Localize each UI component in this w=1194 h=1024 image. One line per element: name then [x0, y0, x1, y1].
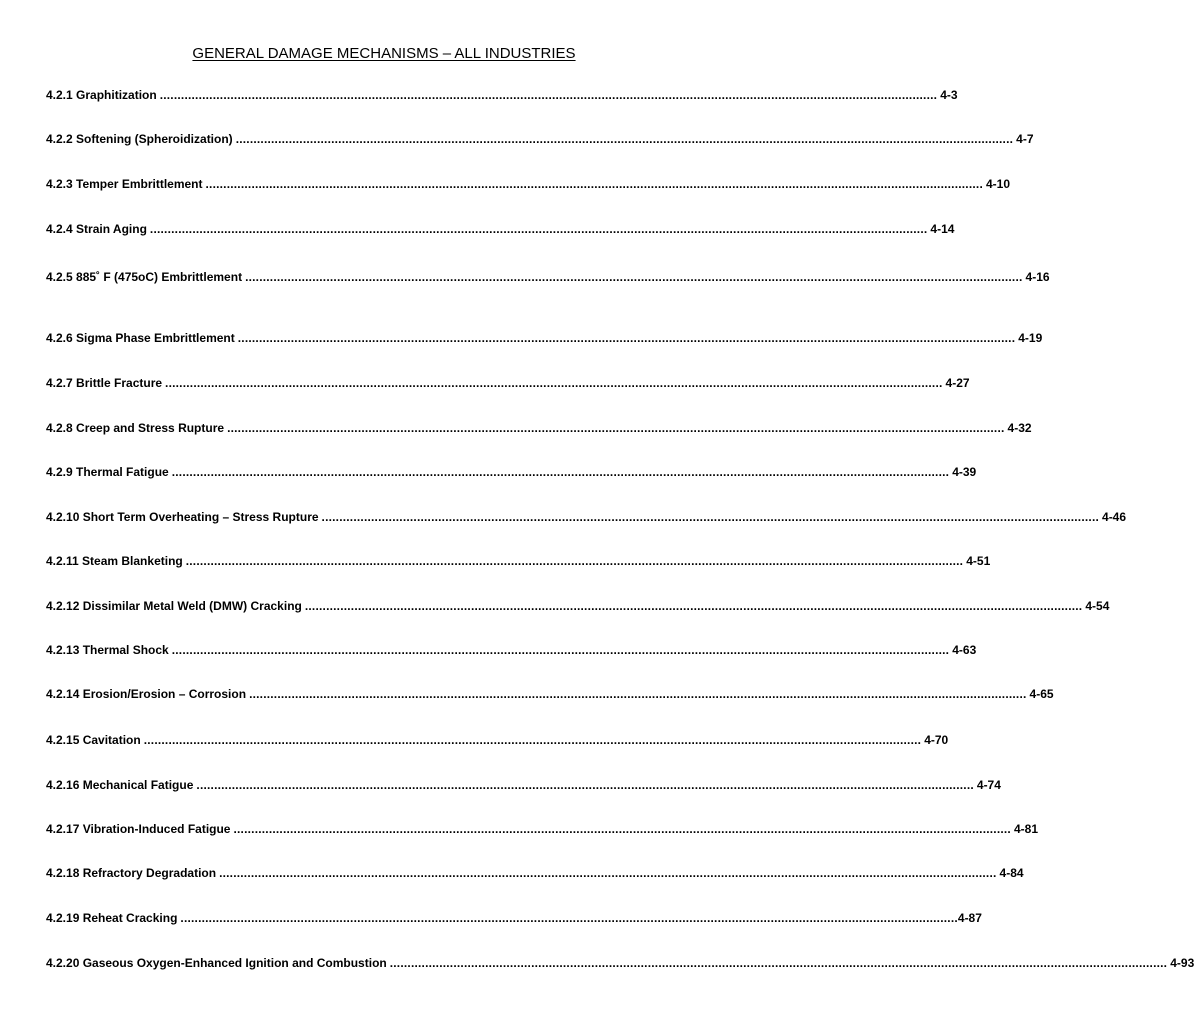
toc-entry[interactable] [46, 641, 977, 659]
toc-entry[interactable] [46, 374, 970, 392]
toc-entry-title: 4.2.7 Brittle Fracture [46, 376, 163, 390]
toc-entry[interactable] [46, 731, 949, 749]
toc-entry-page: 4-39 [952, 465, 977, 479]
toc-entry-page: 4-3 [940, 88, 958, 102]
toc-entry-title: 4.2.12 Dissimilar Metal Weld (DMW) Cracking [46, 599, 302, 613]
dot-leader: ............................................................................................................................................................................................................................ [205, 177, 983, 191]
toc-entry-page: 4-87 [957, 911, 982, 925]
toc-entry-page: 4-27 [945, 376, 970, 390]
toc-entry-title: 4.2.15 Cavitation [46, 733, 141, 747]
toc-entry-page: 4-46 [1102, 510, 1127, 524]
toc-entry-page: 4-14 [930, 222, 955, 236]
toc-entry[interactable] [46, 329, 1043, 347]
toc-entry-page: 4-10 [985, 177, 1011, 191]
dot-leader: ............................................................................................................................................................................................................................ [185, 554, 964, 568]
toc-entry-title: 4.2.17 Vibration-Induced Fatigue [46, 822, 231, 836]
dot-leader: ............................................................................................................................................................................................................................ [143, 733, 922, 747]
toc-entry-title: 4.2.20 Gaseous Oxygen-Enhanced Ignition and Combustion [46, 956, 387, 970]
toc-entry[interactable] [46, 175, 1011, 193]
dot-leader: ............................................................................................................................................................................................................................ [321, 510, 1100, 524]
toc-entry-page: 4-63 [952, 643, 977, 657]
toc-entry-page: 4-51 [966, 554, 991, 568]
dot-leader: ............................................................................................................................................................................................................................ [149, 222, 928, 236]
toc-entry-title: 4.2.1 Graphitization [46, 88, 157, 102]
toc-entry-page: 4-65 [1029, 687, 1054, 701]
toc-entry-title: 4.2.18 Refractory Degradation [46, 866, 217, 880]
toc-entry[interactable] [46, 597, 1110, 615]
dot-leader: ............................................................................................................................................................................................................................ [249, 687, 1027, 701]
toc-entry[interactable] [46, 909, 982, 927]
toc-entry-title: 4.2.4 Strain Aging [46, 222, 147, 236]
toc-entry[interactable] [46, 508, 1127, 526]
dot-leader: ............................................................................................................................................................................................................................ [159, 88, 938, 102]
toc-entry-title: 4.2.3 Temper Embrittlement [46, 177, 203, 191]
toc-entry-page: 4-54 [1085, 599, 1110, 613]
toc-entry-page: 4-32 [1007, 421, 1032, 435]
toc-entry[interactable] [46, 463, 977, 481]
toc-entry-title: 4.2.10 Short Term Overheating – Stress Rupture [46, 510, 319, 524]
toc-entry-page: 4-81 [1013, 822, 1038, 836]
toc-entry[interactable] [46, 419, 1032, 437]
toc-entry[interactable] [46, 864, 1024, 882]
toc-entry-page: 4-84 [999, 866, 1024, 880]
dot-leader: ............................................................................................................................................................................................................................ [245, 270, 1023, 284]
toc-entry-title: 4.2.11 Steam Blanketing [46, 554, 183, 568]
dot-leader: ............................................................................................................................................................................................................................ [304, 599, 1083, 613]
toc-entry-page: 4-19 [1018, 331, 1043, 345]
dot-leader: ............................................................................................................................................................................................................................ [171, 643, 950, 657]
dot-leader: ............................................................................................................................................................................................................................ [233, 822, 1011, 836]
toc-entry-title: 4.2.16 Mechanical Fatigue [46, 778, 194, 792]
toc-entry-page: 4-74 [976, 778, 1001, 792]
toc-entry-page: 4-93 [1170, 956, 1194, 970]
toc-entry[interactable] [46, 820, 1038, 838]
toc-entry-title: 4.2.14 Erosion/Erosion – Corrosion [46, 687, 247, 701]
toc-entry-title: 4.2.19 Reheat Cracking [46, 911, 178, 925]
dot-leader: ............................................................................................................................................................................................................................ [165, 376, 943, 390]
toc-entry-page: 4-16 [1025, 270, 1050, 284]
toc-entry[interactable] [46, 685, 1054, 703]
toc-entry[interactable] [46, 130, 1034, 148]
page-title [0, 44, 768, 64]
toc-entry[interactable] [46, 954, 1194, 972]
toc-entry-page: 4-70 [924, 733, 949, 747]
dot-leader: ............................................................................................................................................................................................................................ [389, 956, 1168, 970]
dot-leader: ............................................................................................................................................................................................................................ [196, 778, 974, 792]
page-title-text: GENERAL DAMAGE MECHANISMS – ALL INDUSTRIES [192, 45, 576, 62]
toc-entry[interactable] [46, 86, 958, 104]
toc-entry-title: 4.2.2 Softening (Spheroidization) [46, 132, 233, 146]
toc-entry-page: 4-7 [1016, 132, 1034, 146]
toc-entry-title: 4.2.5 885˚ F (475oC) Embrittlement [46, 270, 243, 284]
toc-entry[interactable] [46, 268, 1050, 286]
dot-leader: ............................................................................................................................................................................................................................ [227, 421, 1005, 435]
toc-entry-title: 4.2.8 Creep and Stress Rupture [46, 421, 225, 435]
toc-entry-title: 4.2.9 Thermal Fatigue [46, 465, 169, 479]
toc-entry[interactable] [46, 220, 955, 238]
dot-leader: ............................................................................................................................................................................................................................ [235, 132, 1014, 146]
dot-leader: ............................................................................................................................................................................................................................ [219, 866, 997, 880]
toc-entry[interactable] [46, 776, 1001, 794]
toc-entry[interactable] [46, 552, 991, 570]
toc-entry-title: 4.2.6 Sigma Phase Embrittlement [46, 331, 235, 345]
dot-leader: ............................................................................................................................................................................................................................ [171, 465, 950, 479]
toc-entry-title: 4.2.13 Thermal Shock [46, 643, 169, 657]
dot-leader: ............................................................................................................................................................................................................................ [237, 331, 1016, 345]
dot-leader: ............................................................................................................................................................................................................................ [180, 911, 958, 925]
